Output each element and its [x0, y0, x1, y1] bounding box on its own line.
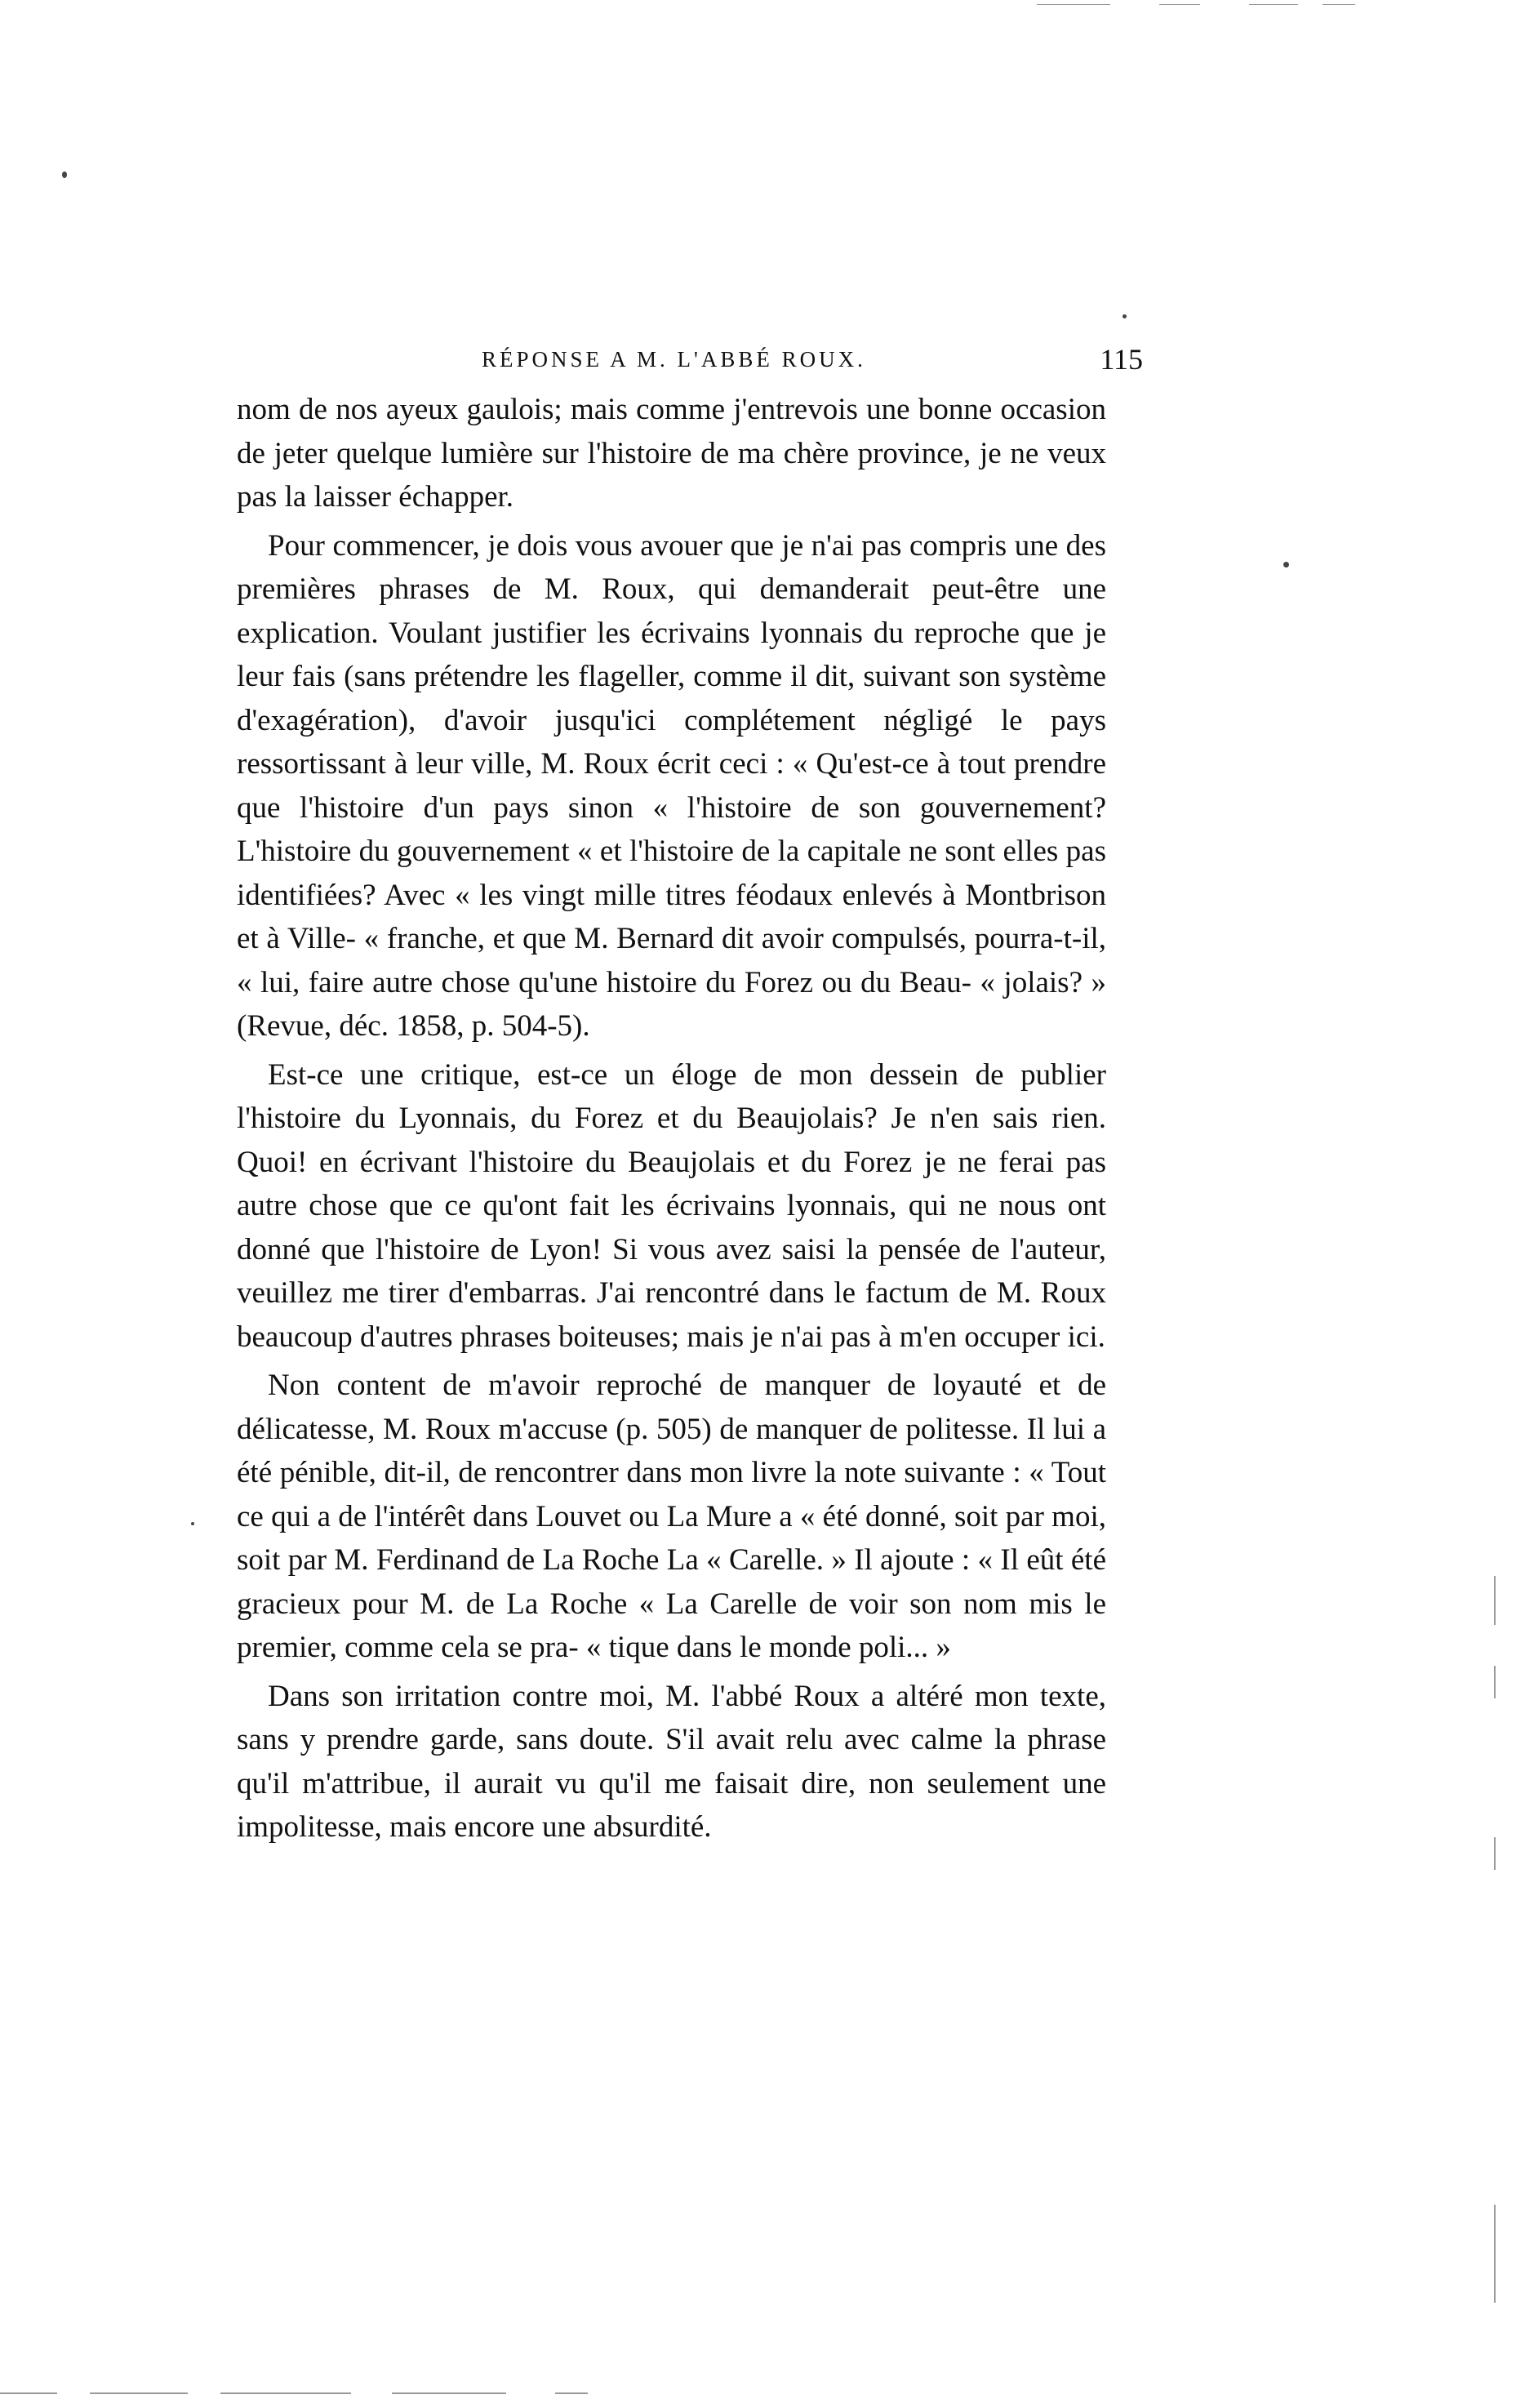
scan-edge-line [1494, 2205, 1496, 2303]
scan-edge-line [1249, 4, 1298, 5]
paragraph: Pour commencer, je dois vous avouer que je n'ai pas compris une des premières phrases de M. Roux, qui demanderait peut-être une explication. Voulant justifier les écrivains lyonnais du reproche que je leur fais (sans prétendre les flageller, comme il dit, suivant son système d'exagération), d'avoir jusqu'ici complétement négligé le pays ressortissant à leur ville, M. Roux écrit ceci : « Qu'est-ce à tout prendre que l'histoire d'un pays sinon « l'histoire de son gouvernement? L'histoire du gouvernement « et l'histoire de la capitale ne sont elles pas identifiées? Avec « les vingt mille titres féodaux enlevés à Montbrison et à Ville- « franche, et que M. Bernard dit avoir compulsés, pourra-t-il, « lui, faire autre chose qu'une histoire du Forez ou du Beau- « jolais? » (Revue, déc. 1858, p. 504-5). [237, 528, 1106, 1043]
scan-edge-line [555, 2392, 588, 2394]
paragraph: nom de nos ayeux gaulois; mais comme j'entrevois une bonne occasion de jeter quelque lumière sur l'histoire de ma chère province, je ne veux pas la laisser échapper. [237, 393, 1106, 514]
scan-edge-line [0, 2392, 57, 2394]
scan-edge-line [1494, 1576, 1496, 1625]
scan-edge-line [392, 2392, 506, 2394]
paragraph: Non content de m'avoir reproché de manquer de loyauté et de délicatesse, M. Roux m'accuse (p. 505) de manquer de politesse. Il lui a été pénible, dit-il, de rencontrer dans mon livre la note suivante : « Tout ce qui a de l'intérêt dans Louvet ou La Mure a « été donné, soit par moi, soit par M. Ferdinand de La Roche La « Carelle. » Il ajoute : « Il eût été gracieux pour M. de La Roche « La Carelle de voir son nom mis le premier, comme cela se pra- « tique dans le monde poli... » [237, 1369, 1106, 1664]
paragraph: Dans son irritation contre moi, M. l'abbé Roux a altéré mon texte, sans y prendre garde, sans doute. S'il avait relu avec calme la phrase qu'il m'attribue, il aurait vu qu'il me faisait dire, non seulement une impolitesse, mais encore une absurdité. [237, 1679, 1106, 1844]
paragraph: Est-ce une critique, est-ce un éloge de mon dessein de publier l'histoire du Lyonnais, du Forez et du Beaujolais? Je n'en sais rien. Quoi! en écrivant l'histoire du Beaujolais et du Forez je ne ferai pas autre chose que ce qu'ont fait les écrivains lyonnais, qui ne nous ont donné que l'histoire de Lyon! Si vous avez saisi la pensée de l'auteur, veuillez me tirer d'embarras. J'ai rencontré dans le factum de M. Roux beaucoup d'autres phrases boiteuses; mais je n'ai pas à m'en occuper ici. [237, 1057, 1106, 1354]
scan-edge-line [1323, 4, 1355, 5]
scan-edge-line [1494, 1837, 1496, 1870]
page-header [237, 343, 1143, 388]
scan-speck [62, 171, 67, 178]
scan-speck [1123, 314, 1127, 318]
scan-speck [1283, 562, 1289, 568]
scan-edge-line [220, 2392, 351, 2394]
body-text [237, 388, 1106, 1854]
scan-edge-line [90, 2392, 188, 2394]
scan-speck [191, 1522, 194, 1525]
scan-edge-line [1494, 1666, 1496, 1698]
page-number: 115 [1100, 343, 1143, 376]
scan-edge-line [1159, 4, 1200, 5]
scan-edge-line [1037, 4, 1110, 5]
running-head: RÉPONSE A M. L'ABBÉ ROUX. [482, 347, 866, 372]
